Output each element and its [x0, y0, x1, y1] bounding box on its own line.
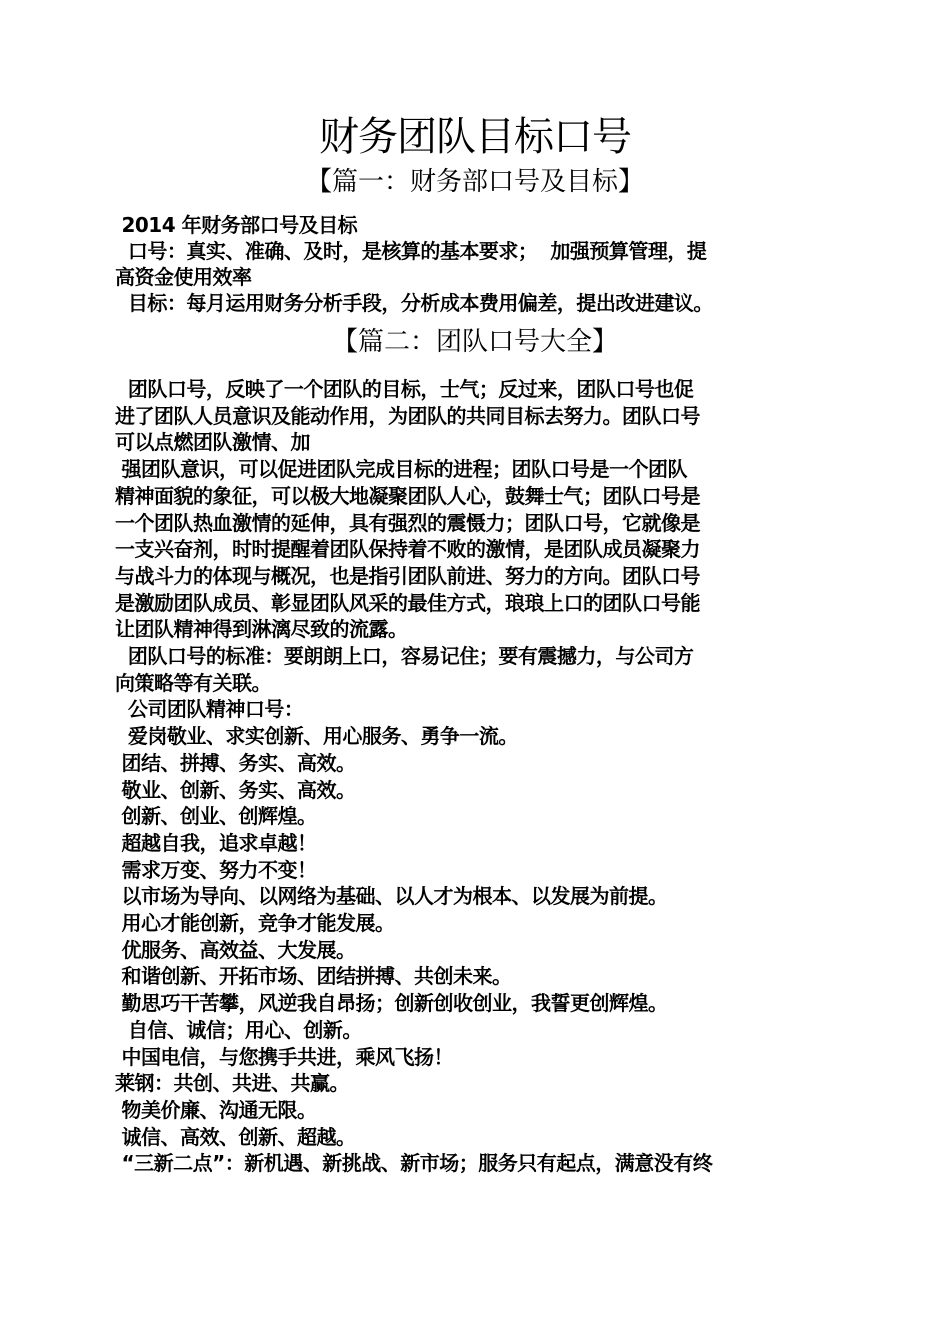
- section-2-line: 勤思巧干苦攀，风逆我自昂扬；创新创收创业，我誓更创辉煌。: [115, 991, 668, 1016]
- section-2-line: 物美价廉、沟通无限。: [115, 1097, 317, 1122]
- section-2-line: 向策略等有关联。: [115, 670, 271, 695]
- section-2-line: 自信、诚信；用心、创新。: [115, 1017, 362, 1042]
- section-2-lines: [115, 376, 835, 1177]
- section-heading-2: 【篇二：团队口号大全】: [331, 327, 618, 357]
- section-2-line: 以市场为导向、以网络为基础、以人才为根本、以发展为前提。: [115, 884, 668, 909]
- section-2-line: 敬业、创新、务实、高效。: [115, 777, 356, 802]
- section-2-line: 诚信、高效、创新、超越。: [115, 1124, 356, 1149]
- section-1-line: 目标：每月运用财务分析手段，分析成本费用偏差，提出改进建议。: [115, 291, 713, 315]
- section-2-line: 进了团队人员意识及能动作用，为团队的共同目标去努力。团队口号: [115, 403, 700, 428]
- section-1-body: [115, 212, 835, 316]
- section-2-line: 需求万变、努力不变！: [115, 857, 317, 882]
- section-1-line: 高资金使用效率: [115, 265, 252, 289]
- section-2-line: 团结、拼搏、务实、高效。: [115, 750, 356, 775]
- section-heading-1: 【篇一：财务部口号及目标】: [305, 167, 644, 197]
- section-2-line: 莱钢：共创、共进、共赢。: [115, 1071, 349, 1096]
- section-1-line: 2014 年财务部口号及目标: [115, 213, 358, 237]
- section-2-line: 一支兴奋剂，时时提醒着团队保持着不败的激情，是团队成员凝聚力: [115, 537, 700, 562]
- section-2-line: 爱岗敬业、求实创新、用心服务、勇争一流。: [115, 724, 518, 749]
- section-2-line: 与战斗力的体现与概况，也是指引团队前进、努力的方向。团队口号: [115, 563, 700, 588]
- section-2-line: 精神面貌的象征，可以极大地凝聚团队人心，鼓舞士气；团队口号是: [115, 483, 700, 508]
- section-2-line: 一个团队热血激情的延伸，具有强烈的震慑力；团队口号，它就像是: [115, 510, 700, 535]
- section-2-line: 用心才能创新，竞争才能发展。: [115, 911, 395, 936]
- section-2-line: 超越自我，追求卓越！: [115, 830, 317, 855]
- section-2-line: 让团队精神得到淋漓尽致的流露。: [115, 617, 408, 642]
- section-2-line: 是激励团队成员、彰显团队风采的最佳方式，琅琅上口的团队口号能: [115, 590, 700, 615]
- section-2-line: 强团队意识，可以促进团队完成目标的进程；团队口号是一个团队: [115, 457, 687, 482]
- section-2-line: 团队口号，反映了一个团队的目标，士气；反过来，团队口号也促: [115, 377, 694, 401]
- section-2-line: 中国电信，与您携手共进，乘风飞扬！: [115, 1044, 453, 1069]
- section-2-line: 和谐创新、开拓市场、团结拼搏、共创未来。: [115, 964, 512, 989]
- section-2-line: 团队口号的标准：要朗朗上口，容易记住；要有震撼力，与公司方: [115, 644, 694, 669]
- section-1-line: 口号：真实、准确、及时，是核算的基本要求； 加强预算管理，提: [115, 239, 707, 263]
- section-2-body: [115, 376, 835, 1177]
- section-2-line: 优服务、高效益、大发展。: [115, 937, 356, 962]
- section-2-line: 可以点燃团队激情、加: [115, 430, 310, 455]
- section-2-line: 公司团队精神口号：: [115, 697, 304, 722]
- section-2-line: “三新二点”：新机遇、新挑战、新市场；服务只有起点，满意没有终: [115, 1151, 713, 1176]
- section-2-line: 创新、创业、创辉煌。: [115, 804, 317, 829]
- document-title: 财务团队目标口号: [319, 114, 631, 160]
